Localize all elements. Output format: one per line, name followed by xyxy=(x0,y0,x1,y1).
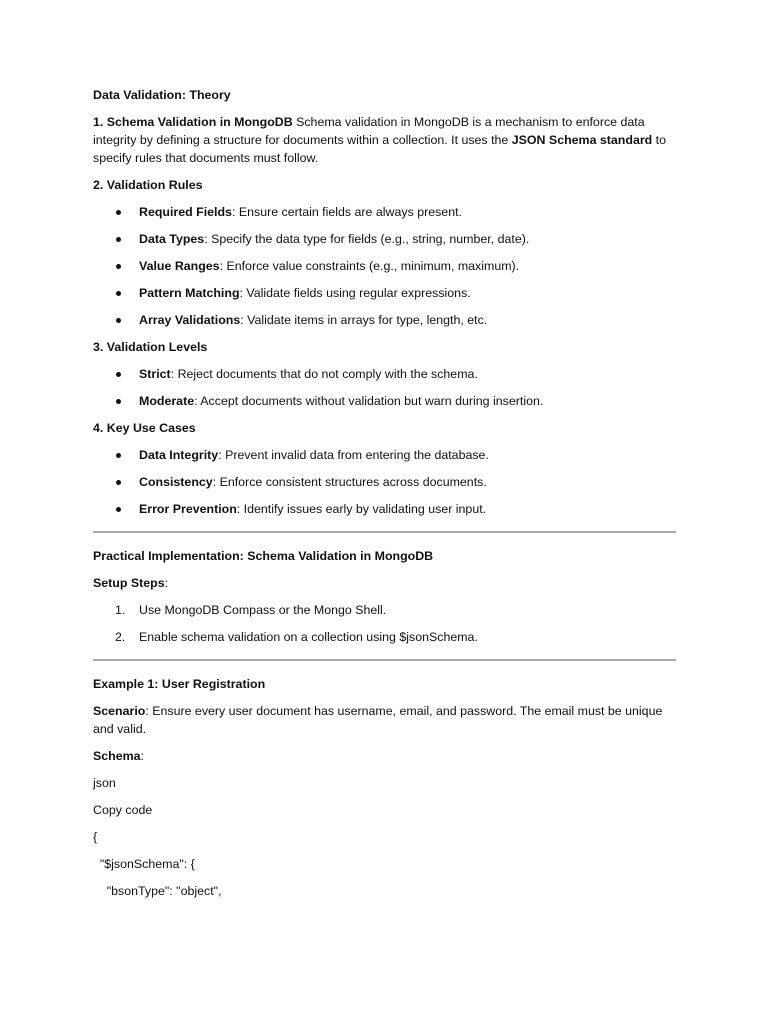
example1-title: Example 1: User Registration xyxy=(93,677,266,691)
schema-validation-paragraph: 1. Schema Validation in MongoDB Schema validation in MongoDB is a mechanism to enforce data integrity by defining a structure for documents within a collection. It uses the JSON Schema standard to specify rules that documents must follow. xyxy=(93,115,667,165)
list-item: Data Types: Specify the data type for fields (e.g., string, number, date). xyxy=(93,230,683,248)
list-item: 1. Use MongoDB Compass or the Mongo Shell. xyxy=(115,603,387,617)
list-item: Data Integrity: Prevent invalid data from entering the database. xyxy=(93,446,683,464)
section-divider xyxy=(93,531,676,533)
theory-title: Data Validation: Theory xyxy=(93,88,231,102)
list-item: Moderate: Accept documents without validation but warn during insertion. xyxy=(93,392,683,410)
code-line: "$jsonSchema": { xyxy=(93,857,195,871)
scenario-paragraph: Scenario: Ensure every user document has username, email, and password. The email must be unique and valid. xyxy=(93,704,663,736)
document-content xyxy=(93,86,683,909)
validation-rules-list xyxy=(93,203,683,329)
setup-steps-heading: Setup Steps: xyxy=(93,576,169,590)
validation-levels-list xyxy=(93,365,683,410)
list-item: 2. Enable schema validation on a collection using $jsonSchema. xyxy=(115,630,478,644)
list-item: Array Validations: Validate items in arrays for type, length, etc. xyxy=(93,311,683,329)
list-item: Consistency: Enforce consistent structures across documents. xyxy=(93,473,683,491)
list-item: Value Ranges: Enforce value constraints (e.g., minimum, maximum). xyxy=(93,257,683,275)
practical-title: Practical Implementation: Schema Validation in MongoDB xyxy=(93,549,434,563)
code-line: "bsonType": "object", xyxy=(93,884,222,898)
list-item: Required Fields: Ensure certain fields are always present. xyxy=(93,203,683,221)
schema-heading: Schema: xyxy=(93,749,144,763)
copy-code-button[interactable]: Copy code xyxy=(93,803,153,817)
list-item: Error Prevention: Identify issues early by validating user input. xyxy=(93,500,683,518)
list-item: Strict: Reject documents that do not comply with the schema. xyxy=(93,365,683,383)
code-language-label: json xyxy=(93,776,116,790)
key-use-cases-list xyxy=(93,446,683,518)
schema-validation-heading: 1. Schema Validation in MongoDB xyxy=(93,115,293,129)
setup-steps-list xyxy=(93,601,683,646)
json-schema-standard: JSON Schema standard xyxy=(511,133,653,147)
list-item: Pattern Matching: Validate fields using regular expressions. xyxy=(93,284,683,302)
code-line: { xyxy=(93,830,98,844)
validation-levels-heading: 3. Validation Levels xyxy=(93,340,208,354)
validation-rules-heading: 2. Validation Rules xyxy=(93,178,203,192)
key-use-cases-heading: 4. Key Use Cases xyxy=(93,421,196,435)
scenario-label: Scenario xyxy=(93,704,146,718)
section-divider xyxy=(93,659,676,661)
